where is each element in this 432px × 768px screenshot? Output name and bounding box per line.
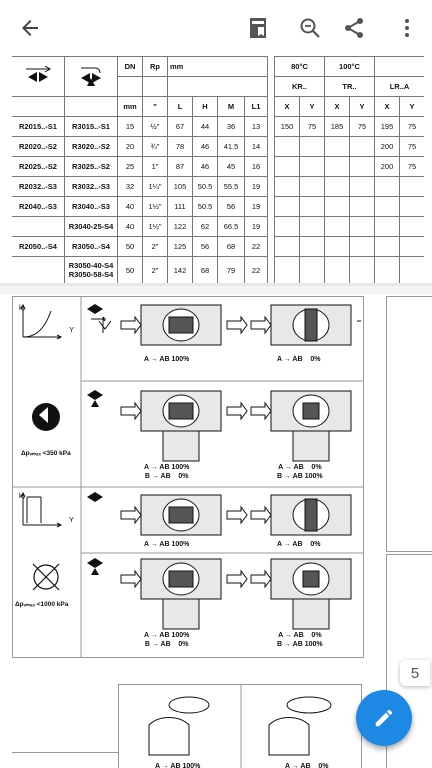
table-row: R2040..-S3 R3040..-S3 40 1½" 111 50.5 56 19 [12, 197, 424, 217]
book-mode-icon[interactable] [244, 14, 272, 42]
flow-diagram-panel [12, 296, 364, 658]
bottom-flow-text-1: A → AB 100% [155, 763, 201, 768]
table-row: R3050-40-S4 R3050-58-S4 50 2" 142 68 79 22 [12, 257, 424, 284]
more-vert-icon[interactable] [393, 14, 421, 42]
flow-text-8: A → AB 0% B → AB 100% [277, 632, 323, 648]
flow-text-6: A → AB 0% [277, 541, 321, 548]
table-row: R2025..-S2 R3025..-S2 25 1" 87 46 45 16 200 75 [12, 157, 424, 177]
app-bar [0, 0, 432, 56]
dimension-table: DN Rp mm 80°C 100°C KR.. TR.. LR..A mm " L H M L1 X Y X Y X Y R2015..-S1 R3015..-S1 15 ½" 67 44 36 13 150 75 185 75 195 75 R2020..-S2 R3020..-S2 20 ¾" 78 46 41.5 14 200 75 R2025..-S2 R3025..-S2 25 1" 87 46 45 16 200 75 R2032..-S3 R3032..-S3 32 1¼" 105 50.5 55.5 19 R2040..-S3 R3040..-S3 40 1½" 111 50.5 56 19 R3040-25-S4 40 1½" 122 62 66.5 19 R2050..-S4 R3050..-S4 50 2" 125 56 68 22 R3050-40-S4 R3050-58-S4 50 2" 142 68 79 22 [12, 56, 424, 284]
flow-text-7: A → AB 100% B → AB 0% [144, 632, 190, 648]
flow-text-3: A → AB 100% B → AB 0% [144, 464, 190, 480]
pdf-page-area[interactable] [0, 56, 432, 768]
table-row: R3040-25-S4 40 1½" 122 62 66.5 19 [12, 217, 424, 237]
edit-fab-button[interactable] [356, 690, 412, 746]
table-header-row: DN Rp mm 80°C 100°C [12, 57, 424, 77]
bottom-table-line [12, 752, 118, 753]
back-arrow-icon[interactable] [16, 14, 44, 42]
flow-text-4: A → AB 0% B → AB 100% [277, 464, 323, 480]
flow-text-2: A → AB 0% [277, 356, 321, 363]
share-icon[interactable] [340, 14, 368, 42]
flow-text-1: A → AB 100% [144, 356, 190, 363]
bottom-flow-text-2: A → AB 0% [285, 763, 329, 768]
table-row: R2050..-S4 R3050..-S4 50 2" 125 56 68 22 [12, 237, 424, 257]
table-row: R2015..-S1 R3015..-S1 15 ½" 67 44 36 13 150 75 185 75 195 75 [12, 117, 424, 137]
zoom-icon[interactable] [296, 14, 324, 42]
kv-label: kᵥ [19, 303, 26, 312]
table-row: R2020..-S2 R3020..-S2 20 ¾" 78 46 41.5 14 200 75 [12, 137, 424, 157]
flow-text-5: A → AB 100% [144, 541, 190, 548]
pressure-limit-label-1: Δpᵥₘₐₓ <350 kPa [21, 450, 71, 457]
y-label: Y [69, 325, 75, 334]
actuator-diagram-panel [118, 684, 362, 768]
page-gap [0, 286, 432, 294]
page-number-badge: 5 [400, 660, 430, 686]
edit-pencil-icon [373, 707, 395, 729]
three-way-valve-icon [65, 57, 118, 97]
pressure-limit-label-2: Δpᵥₘₐₓ <1000 kPa [15, 601, 69, 608]
right-diagram-panel [386, 296, 432, 552]
two-way-valve-icon [12, 57, 65, 97]
table-row: R2032..-S3 R3032..-S3 32 1¼" 105 50.5 55.5 19 [12, 177, 424, 197]
y-label-2: Y [69, 515, 75, 524]
kv-label-2: kᵥ [19, 491, 26, 500]
